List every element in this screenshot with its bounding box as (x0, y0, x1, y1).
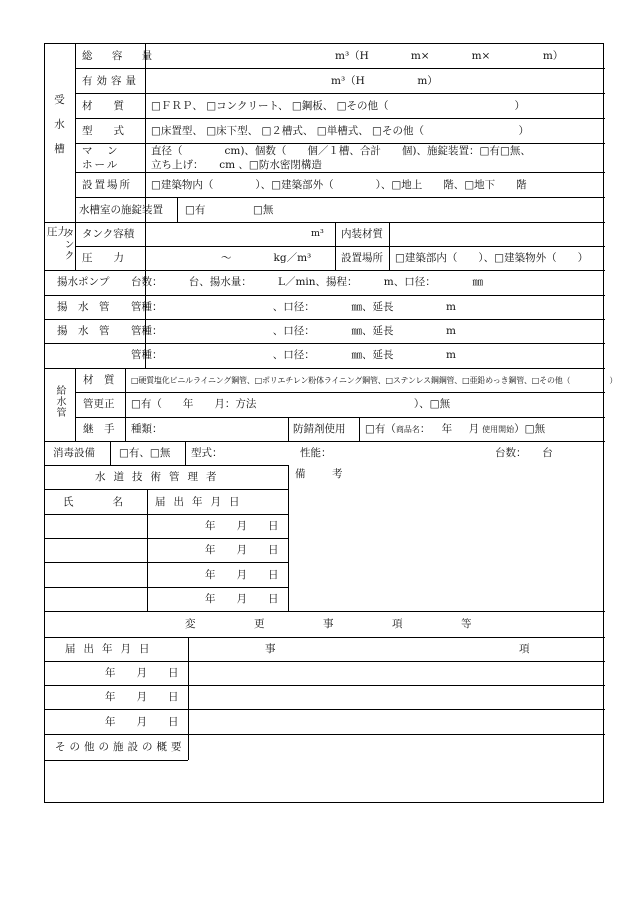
joint-value[interactable]: 種類： (131, 423, 163, 435)
type-value[interactable]: □床置型、 □床下型、 □２槽式、 □単槽式、 □その他（ ） (151, 125, 529, 137)
supply-material-label: 材 質 (83, 374, 115, 386)
pump-value[interactable]: 台数： 台、揚水量： L／min、揚程： m、口径： ㎜ (131, 276, 484, 288)
pipe-2-value[interactable]: 管種： 、口径： ㎜、延長 m (131, 325, 456, 337)
remarks-label: 備 考 (295, 468, 351, 480)
changes-date-3[interactable]: 年 月 日 (105, 716, 179, 728)
manager-date-2[interactable]: 年 月 日 (205, 544, 279, 556)
manhole-label-bottom: ホール (82, 159, 120, 171)
rust-value[interactable] (365, 423, 545, 436)
total-capacity-value[interactable]: m³（H m× m× m） (335, 50, 564, 62)
pipe-2-label: 揚 水 管 (57, 325, 110, 337)
rust-value-b: 商品名 (395, 425, 420, 434)
coating-label: 内装材質 (341, 228, 383, 240)
pipe-1-label: 揚 水 管 (57, 301, 110, 313)
disinfection-value[interactable]: □有、□無 (119, 447, 171, 459)
room-lock-label: 水槽室の施錠装置 (79, 204, 163, 216)
pressure-tank-label-1: 圧力 (47, 226, 68, 238)
rust-value-d: 使用開始 (482, 425, 515, 434)
name-header: 氏 名 (63, 496, 129, 508)
tank-capacity-label: タンク容積 (82, 228, 135, 240)
disinfection-count-label[interactable]: 台数： 台 (495, 447, 553, 459)
manhole-label-top: マ ン (82, 145, 120, 157)
rust-value-c: ： 年 月 (419, 423, 483, 435)
pressure-location-value[interactable]: □建築部内（ ）、□建築物外（ ） (395, 252, 589, 264)
manager-title: 水道技術管理者 (95, 471, 225, 483)
pipe-1-value[interactable]: 管種： 、口径： ㎜、延長 m (131, 301, 456, 313)
rust-label: 防錆剤使用 (293, 423, 346, 435)
manager-date-1[interactable]: 年 月 日 (205, 520, 279, 532)
renewal-label: 管更正 (83, 398, 115, 410)
manhole-line2[interactable]: 立ち上げ： cm 、□防水密閉構造 (151, 159, 322, 171)
total-capacity-label: 総 容 量 (82, 50, 161, 62)
date-header: 届出年月日 (155, 496, 248, 508)
disinfection-label: 消毒設備 (53, 447, 95, 459)
supply-pipe-section-label: 給水管 (54, 385, 65, 418)
joint-label: 継 手 (83, 423, 115, 435)
location-label: 設置場所 (82, 179, 132, 191)
changes-date-1[interactable]: 年 月 日 (105, 667, 179, 679)
room-lock-yes[interactable]: □有 (185, 204, 206, 216)
disinfection-performance-label[interactable]: 性能： (300, 447, 332, 459)
pressure-tank-label-2: タンク (62, 228, 73, 261)
pressure-value[interactable]: ～ kg／m³ (221, 252, 312, 264)
renewal-value[interactable]: □有（ 年 月：方法 ）、□無 (131, 398, 451, 410)
water-tank-section-label: 受水槽 (53, 94, 65, 168)
changes-date-header: 届出年月日 (65, 643, 158, 655)
pressure-label: 圧 力 (82, 252, 124, 264)
changes-date-2[interactable]: 年 月 日 (105, 691, 179, 703)
manhole-line1[interactable]: 直径（ cm)、個数（ 個／１槽、合計 個)、施錠装置：□有□無、 (151, 145, 531, 157)
material-value[interactable]: □ＦＲＰ、 □コンクリート、 □鋼板、 □その他（ ） (151, 100, 526, 112)
pump-label: 揚水ポンプ (57, 276, 110, 288)
changes-item-header-1: 事 (265, 643, 276, 655)
effective-capacity-label: 有効容量 (82, 75, 140, 87)
supply-material-value[interactable]: □硬質塩化ビニルライニング鋼管、□ポリエチレン粉体ライニング鋼管、□ステンレス鋼鋼管、□亜鉛めっき鋼管、□その他（ ） (131, 376, 618, 385)
pipe-3-value[interactable]: 管種： 、口径： ㎜、延長 m (131, 349, 456, 361)
changes-title: 変 更 事 項 等 (185, 618, 496, 630)
type-label: 型 式 (82, 125, 124, 137)
other-facilities-label: その他の施設の概要 (55, 741, 186, 753)
disinfection-type-label[interactable]: 型式： (191, 447, 223, 459)
changes-item-header-2: 項 (519, 643, 530, 655)
tank-capacity-unit[interactable]: m³ (311, 228, 324, 239)
room-lock-no[interactable]: □無 (253, 204, 274, 216)
material-label: 材 質 (82, 100, 124, 112)
pressure-location-label: 設置場所 (341, 252, 383, 264)
facility-form (44, 43, 618, 803)
manager-date-3[interactable]: 年 月 日 (205, 569, 279, 581)
rust-value-e: ）□無 (514, 423, 546, 435)
manager-date-4[interactable]: 年 月 日 (205, 593, 279, 605)
effective-capacity-value[interactable]: m³（H m） (331, 75, 438, 87)
rust-value-a: □有（ (365, 423, 396, 435)
location-value[interactable]: □建築物内（ ）、□建築部外（ ）、□地上 階、□地下 階 (151, 179, 527, 191)
